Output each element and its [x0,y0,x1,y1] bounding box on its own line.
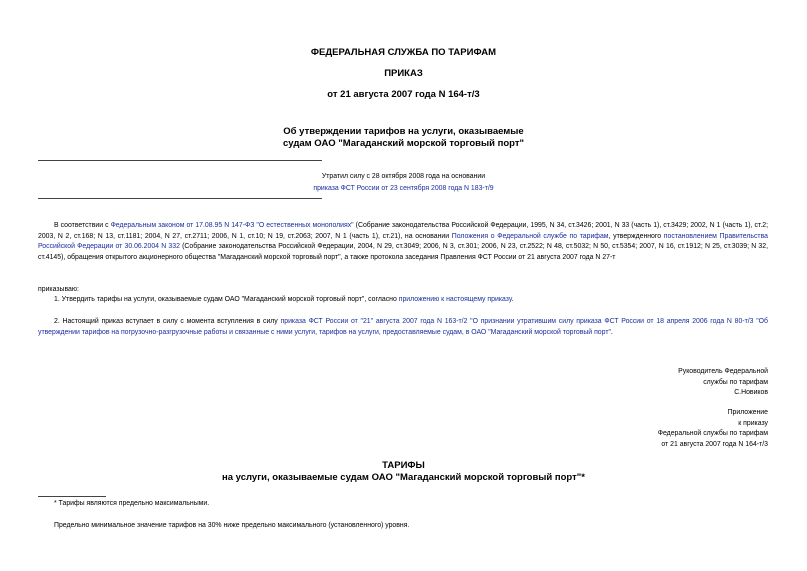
agency-name: ФЕДЕРАЛЬНАЯ СЛУЖБА ПО ТАРИФАМ [310,47,497,58]
signature-line: Руководитель Федеральной [678,368,768,375]
appendix-line: от 21 августа 2007 года N 164-т/3 [661,440,768,448]
document-title-line2: судам ОАО "Магаданский морской торговый порт" [283,138,524,149]
federal-law-link[interactable]: Федеральным законом от 17.08.95 N 147-ФЗ "О естественных монополиях" [110,222,354,229]
divider [38,198,322,199]
signature-block [468,367,768,399]
preamble-text: (Собрание законодательства Российской Федерации, 2004, N 29, ст.3049; 2006, N 3, ст.301; 2006, N 23, ст.2522; N 48, ст.5032; N 50, ст.5354; 2007, N 16, ст.1912; N 25, ст.3039; N 32, ст.4145), обращения открытого акционерного общества "Магаданский морской торговый порт", а также протокола заседания Правления ФСТ России от 21 августа 2007 года N 27-т [38,243,768,261]
appendix-line: Федеральной службы по тарифам [657,430,768,437]
preamble-text: В соответствии с [54,222,111,229]
fst-order-link[interactable]: приказа ФСТ России от "21" августа 2007 года N 163-т/2 "О признании утратившим силу приказа ФСТ России от 18 апреля 2006 года N 80-т/3 "Об утверждении тарифов на погрузочно-разгрузочные работы и связанные с ними услуги, тарифов на услуги, предоставляемые судам, в ОАО "Магаданский морской торговый порт" [38,318,768,336]
regulation-link[interactable]: Положения о Федеральной службе по тарифам [451,232,609,240]
status-line: Утратил силу с 28 октября 2008 года на основании [321,173,486,180]
tariffs-heading: ТАРИФЫ [382,460,425,471]
document-date-number: от 21 августа 2007 года N 164-т/3 [327,89,480,100]
appendix-reference [468,408,768,450]
divider [38,160,322,161]
appendix-line: Приложение [727,409,768,416]
preamble-paragraph [38,221,768,263]
government-decree-link[interactable]: постановлением Правительства Российской Федерации от 30.06.2004 N 332 [38,232,768,250]
footnote-divider [38,496,106,497]
appendix-line: к приказу [738,419,768,427]
signature-line: службы по тарифам [703,378,768,386]
appendix-link[interactable]: приложению к настоящему приказу [398,296,512,303]
footnote: Предельно минимальное значение тарифов на 30% ниже предельно максимального (установленного) уровня. [54,522,410,529]
item-text: 2. Настоящий приказ вступает в силу с момента вступления в силу [54,318,281,325]
signature-name: С.Новиков [734,389,768,396]
order-word: приказываю: [38,286,79,293]
item-text: . [511,296,514,303]
order-item-2 [38,317,768,338]
order-item-1 [54,295,768,306]
item-text: . [610,328,613,336]
status-link-line [0,184,807,195]
document-type: ПРИКАЗ [384,68,423,79]
footnote: * Тарифы являются предельно максимальными. [54,500,210,507]
document-title-line1: Об утверждении тарифов на услуги, оказываемые [283,126,524,137]
preamble-text: (Собрание законодательства Российской Федерации, 1995, N 34, ст.3426; 2001, N 33 (часть 1), ст.3429; 2002, N 1 (часть 1), ст.2; 2003, N 2, ст.168; N 13, ст.1181; 2004, N 27, ст.2711; 2006, N 1, ст.10; N 19, ст.2063; 2007, N 1 (часть 1), ст.21), на основании [38,222,768,240]
item-text: 1. Утвердить тарифы на услуги, оказываемые судам ОАО "Магаданский морской торговый порт", согласно [54,296,399,303]
repeal-order-link[interactable]: приказа ФСТ России от 23 сентября 2008 года N 183-т/9 [313,185,494,192]
tariffs-subheading: на услуги, оказываемые судам ОАО "Магаданский морской торговый порт"* [222,472,585,483]
preamble-text: , утвержденного [608,232,664,240]
